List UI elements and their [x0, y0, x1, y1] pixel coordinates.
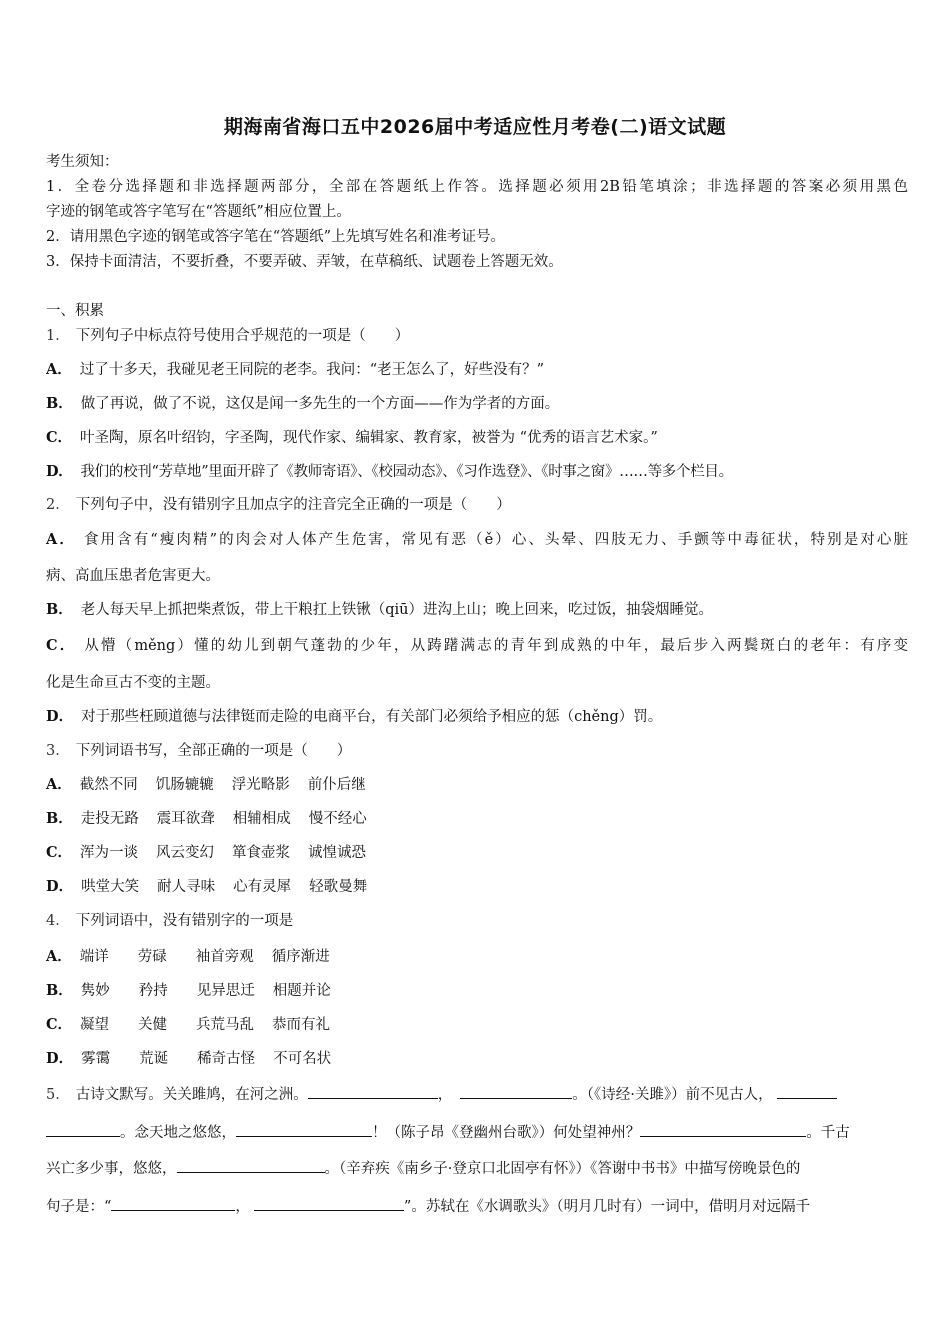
option-label: B． [46, 982, 73, 999]
option-text: 食用含有“瘦肉精”的肉会对人体产生危害，常见有恶（ě）心、头晕、四肢无力、手颤等中毒征状，特别是对心脏 [83, 532, 908, 548]
question-number: 1． [46, 328, 70, 344]
question-1-option-b [46, 394, 908, 414]
question-4-option-b [46, 981, 908, 1001]
option-word: 箪食壶浆 [232, 845, 291, 861]
option-text: 过了十多天，我碰见老王同院的老李。我问：“老王怎么了，好些没有？” [79, 362, 545, 378]
option-word: 哄堂大笑 [81, 879, 140, 895]
option-word: 相题并论 [272, 983, 331, 999]
question-1-stem [46, 326, 908, 346]
option-word: 雾霭 [81, 1051, 111, 1067]
option-word: 耐人寻味 [157, 879, 216, 895]
option-label: C． [46, 844, 73, 861]
question-3-option-a [46, 775, 908, 795]
option-text: 从懵（měng）懂的幼儿到朝气蓬勃的少年，从踌躇满志的青年到成熟的中年，最后步入两鬓斑白的老年：有序变 [84, 638, 909, 654]
option-word: 饥肠辘辘 [155, 777, 214, 793]
option-word: 兵荒马乱 [196, 1017, 255, 1033]
question-text: 。（辛弃疾《南乡子·登京口北固亭有怀》）《答谢中书书》中描写傍晚景色的 [324, 1161, 801, 1177]
option-word: 走投无路 [80, 811, 139, 827]
question-text: ， [235, 1199, 250, 1215]
answer-blank[interactable] [777, 1084, 837, 1099]
option-word: 轻歌曼舞 [309, 879, 368, 895]
answer-blank[interactable] [640, 1122, 806, 1137]
option-label: B． [46, 395, 73, 412]
notice-item-3: 3．保持卡面清洁，不要折叠，不要弄破、弄皱，在草稿纸、试题卷上答题无效。 [46, 254, 563, 270]
answer-blank[interactable] [254, 1196, 404, 1211]
option-text: 做了再说，做了不说，这仅是闻一多先生的一个方面——作为学者的方面。 [80, 396, 560, 412]
question-2-option-a-line-1 [46, 530, 908, 550]
option-word: 隽妙 [80, 983, 110, 999]
option-label: B． [46, 810, 73, 827]
answer-blank[interactable] [460, 1084, 572, 1099]
question-5-line-2 [46, 1122, 908, 1143]
option-word: 心有灵犀 [233, 879, 292, 895]
question-text: 古诗文默写。关关雎鸠，在河之洲。 [75, 1087, 308, 1103]
option-text: 我们的校刊“芳草地”里面开辟了《教师寄语》、《校园动态》、《习作选登》、《时事之窗》……等多个栏目。 [80, 464, 733, 480]
question-4-option-a [46, 947, 908, 967]
question-5-line-4 [46, 1196, 908, 1217]
option-word: 矜持 [138, 983, 168, 999]
option-word: 震耳欲聋 [156, 811, 215, 827]
option-word: 诚惶诚恐 [308, 845, 367, 861]
question-1-option-a [46, 360, 908, 380]
option-text: 叶圣陶，原名叶绍钧，字圣陶，现代作家、编辑家、教育家，被誉为 “优秀的语言艺术家。” [80, 430, 658, 446]
question-2-stem [46, 495, 908, 515]
question-5-line-1 [46, 1084, 908, 1105]
option-word: 稀奇古怪 [197, 1051, 256, 1067]
question-3-stem [46, 741, 908, 761]
option-text: 对于那些枉顾道德与法律铤而走险的电商平台，有关部门必须给予相应的惩（chěng）罚。 [81, 709, 663, 725]
question-text: ”。苏轼在《水调歌头》（明月几时有）一词中，借明月对远隔千 [403, 1199, 811, 1215]
option-label: A． [46, 776, 72, 793]
option-label: A． [46, 531, 76, 548]
notice-item-2: 2．请用黑色字迹的钢笔或答字笔在“答题纸”上先填写姓名和准考证号。 [46, 229, 506, 245]
option-label: D． [46, 1050, 74, 1067]
question-text: 兴亡多少事，悠悠， [46, 1161, 177, 1177]
option-word: 劳碌 [137, 949, 167, 965]
question-text: 下列词语书写，全部正确的一项是（ ） [75, 743, 352, 759]
question-text: 下列词语中，没有错别字的一项是 [75, 913, 294, 929]
question-text: 下列句子中标点符号使用合乎规范的一项是（ ） [75, 328, 410, 344]
question-2-option-d [46, 707, 908, 727]
question-1-option-d [46, 462, 908, 482]
question-2-option-b [46, 600, 908, 620]
notice-item-1-line-1: 1．全卷分选择题和非选择题两部分，全部在答题纸上作答。选择题必须用2B铅笔填涂；非选择题的答案必须用黑色 [46, 179, 908, 195]
question-2-option-a-line-2: 病、高血压患者危害更大。 [46, 568, 220, 584]
option-word: 见异思迁 [196, 983, 255, 999]
answer-blank[interactable] [236, 1122, 372, 1137]
option-word: 荒诞 [139, 1051, 169, 1067]
question-text: 下列句子中，没有错别字且加点字的注音完全正确的一项是（ ） [75, 497, 511, 513]
option-label: D． [46, 878, 74, 895]
question-5-line-3 [46, 1158, 908, 1179]
option-label: D． [46, 708, 74, 725]
exam-title: 期海南省海口五中2026届中考适应性月考卷(二)语文试题 [223, 116, 727, 138]
question-text: ， [437, 1087, 453, 1103]
question-2-option-c-line-1 [46, 636, 908, 656]
option-word: 浑为一谈 [80, 845, 139, 861]
option-word: 慢不经心 [308, 811, 367, 827]
question-number: 5． [46, 1087, 70, 1103]
question-number: 4． [46, 913, 70, 929]
question-2-option-c-line-2: 化是生命亘古不变的主题。 [46, 675, 220, 691]
question-4-option-c [46, 1015, 908, 1035]
option-label: C． [46, 637, 77, 654]
option-label: A． [46, 948, 72, 965]
question-text: ！（陈子昂《登幽州台歌》）何处望神州？ [372, 1125, 641, 1141]
notice-item-1-line-2: 字迹的钢笔或答字笔写在“答题纸”相应位置上。 [46, 204, 351, 220]
option-word: 关健 [138, 1017, 168, 1033]
option-word: 端详 [79, 949, 109, 965]
answer-blank[interactable] [177, 1158, 325, 1173]
option-word: 前仆后继 [307, 777, 366, 793]
question-text: 句子是：“ [46, 1199, 112, 1215]
option-label: C． [46, 1016, 73, 1033]
option-text: 老人每天早上抓把柴煮饭，带上干粮扛上铁锹（qiū）进沟上山；晚上回来，吃过饭，抽袋烟睡觉。 [80, 602, 714, 618]
option-label: C． [46, 429, 73, 446]
option-word: 恭而有礼 [272, 1017, 331, 1033]
option-word: 浮光略影 [231, 777, 290, 793]
question-4-option-d [46, 1049, 908, 1069]
option-word: 凝望 [80, 1017, 110, 1033]
question-text: 。（《诗经·关雎》）前不见古人， [572, 1087, 773, 1103]
question-text: 。千古 [806, 1125, 850, 1141]
question-number: 3． [46, 743, 70, 759]
option-word: 循序渐进 [271, 949, 330, 965]
question-3-option-d [46, 877, 908, 897]
option-label: D． [46, 463, 73, 480]
notice-heading: 考生须知： [46, 154, 119, 170]
answer-blank[interactable] [111, 1196, 235, 1211]
option-label: A． [46, 361, 72, 378]
option-word: 截然不同 [79, 777, 138, 793]
question-3-option-b [46, 809, 908, 829]
question-1-option-c [46, 428, 908, 448]
question-3-option-c [46, 843, 908, 863]
answer-blank[interactable] [46, 1122, 120, 1137]
question-4-stem [46, 911, 908, 931]
option-word: 风云变幻 [156, 845, 215, 861]
option-word: 不可名状 [273, 1051, 332, 1067]
option-label: B． [46, 601, 73, 618]
section-heading: 一、积累 [46, 303, 104, 319]
question-text: 。念天地之悠悠， [120, 1125, 236, 1141]
option-word: 袖首旁观 [195, 949, 254, 965]
answer-blank[interactable] [308, 1084, 438, 1099]
question-number: 2． [46, 497, 70, 513]
option-word: 相辅相成 [232, 811, 291, 827]
